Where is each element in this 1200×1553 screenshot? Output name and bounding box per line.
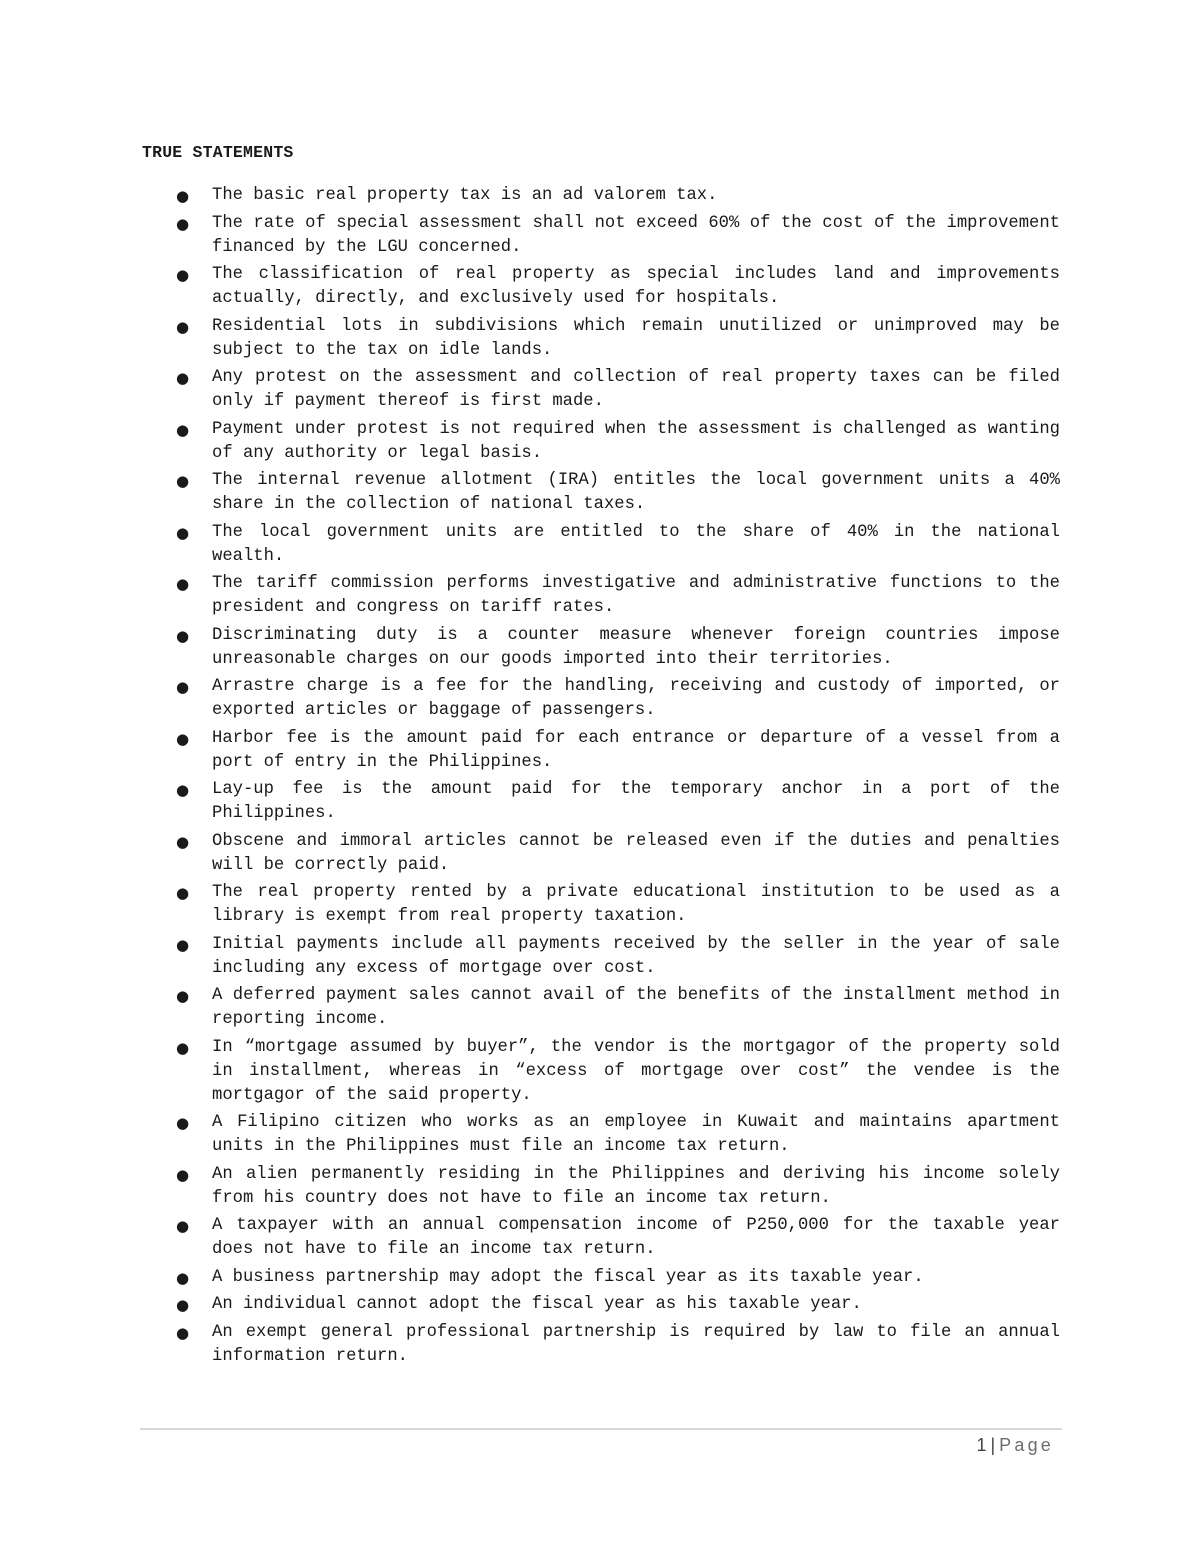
bullet-icon: ● [176,729,190,748]
statement-text: Arrastre charge is a fee for the handling, receiving and custody of imported, or exported articles or baggage of passengers. [212,677,1060,720]
statement-text: The rate of special assessment shall not exceed 60% of the cost of the improvement financed by the LGU concerned. [212,213,1060,257]
statement-text: A taxpayer with an annual compensation income of P250,000 for the taxable year does not have to file an income tax return. [212,1216,1060,1259]
list-item [142,1036,1060,1108]
bullet-icon: ● [176,1217,190,1235]
bullet-icon: ● [176,420,190,439]
statement-text: An individual cannot adopt the fiscal year as his taxable year. [212,1295,862,1314]
list-item [142,521,1060,569]
list-item [142,1266,1060,1290]
statement-text: Lay-up fee is the amount paid for the temporary anchor in a port of the Philippines. [212,780,1060,823]
statement-text: The basic real property tax is an ad valorem tax. [212,186,718,205]
page-number: 1 [976,1435,987,1455]
bullet-icon: ● [176,1323,190,1342]
list-item [142,1111,1060,1159]
list-item [142,212,1060,260]
page-heading: TRUE STATEMENTS [142,143,294,162]
list-item [142,624,1060,672]
bullet-icon: ● [176,266,190,284]
statement-text: Discriminating duty is a counter measure whenever foreign countries impose unreasonable charges on our goods imported into their territories. [212,625,1060,669]
bullet-icon: ● [176,472,190,490]
statement-text: An alien permanently residing in the Philippines and deriving his income solely from his country does not have to file an income tax return. [212,1164,1060,1208]
bullet-icon: ● [176,1114,190,1132]
bullet-icon: ● [176,832,190,851]
bullet-icon: ● [176,1268,190,1287]
list-item [142,1321,1060,1369]
statement-text: The internal revenue allotment (IRA) entitles the local government units a 40% share in the collection of national taxes. [212,471,1060,514]
footer-divider [140,1428,1062,1430]
list-item [142,1293,1060,1317]
statement-text: A deferred payment sales cannot avail of the benefits of the installment method in reporting income. [212,986,1060,1029]
statement-text: Residential lots in subdivisions which remain unutilized or unimproved may be subject to the tax on idle lands. [212,316,1060,360]
bullet-icon: ● [176,1296,190,1314]
statement-text: A Filipino citizen who works as an employee in Kuwait and maintains apartment units in the Philippines must file an income tax return. [212,1113,1060,1156]
list-item [142,1163,1060,1211]
bullet-icon: ● [176,678,190,696]
bullet-icon: ● [176,884,190,902]
list-item [142,469,1060,517]
statement-text: The tariff commission performs investigative and administrative functions to the president and congress on tariff rates. [212,574,1060,617]
list-item [142,366,1060,414]
list-item [142,830,1060,878]
bullet-icon: ● [176,369,190,387]
bullet-icon: ● [176,1165,190,1184]
list-item [142,1214,1060,1262]
bullet-icon: ● [176,987,190,1005]
list-item [142,315,1060,363]
list-item [142,418,1060,466]
list-item [142,572,1060,620]
list-item [142,933,1060,981]
bullet-icon: ● [176,1038,190,1057]
statement-text: Obscene and immoral articles cannot be released even if the duties and penalties will be correctly paid. [212,831,1060,875]
statement-text: The real property rented by a private educational institution to be used as a library is exempt from real property taxation. [212,883,1060,926]
statement-text: Any protest on the assessment and collection of real property taxes can be filed only if payment thereof is first made. [212,368,1060,411]
statement-text: Payment under protest is not required when the assessment is challenged as wanting of any authority or legal basis. [212,419,1060,463]
statement-list [142,184,1060,1372]
bullet-icon: ● [176,187,190,205]
bullet-icon: ● [176,214,190,233]
bullet-icon: ● [176,317,190,336]
list-item [142,263,1060,311]
list-item [142,778,1060,826]
statement-text: In “mortgage assumed by buyer”, the vendor is the mortgagor of the property sold in installment, whereas in “excess of mortgage over cost” the vendee is the mortgagor of the said property. [212,1037,1060,1105]
page-footer [976,1433,1054,1457]
bullet-icon: ● [176,523,190,542]
statement-text: A business partnership may adopt the fiscal year as its taxable year. [212,1267,924,1287]
page-label: Page [999,1435,1054,1455]
bullet-icon: ● [176,575,190,593]
statement-text: The classification of real property as special includes land and improvements actually, directly, and exclusively used for hospitals. [212,265,1060,308]
bullet-icon: ● [176,935,190,954]
list-item [142,727,1060,775]
bullet-icon: ● [176,626,190,645]
statement-text: Initial payments include all payments received by the seller in the year of sale including any excess of mortgage over cost. [212,934,1060,978]
bullet-icon: ● [176,781,190,799]
list-item [142,984,1060,1032]
list-item [142,881,1060,929]
statement-text: The local government units are entitled to the share of 40% in the national wealth. [212,522,1060,566]
list-item [142,184,1060,208]
statement-text: An exempt general professional partnership is required by law to file an annual information return. [212,1322,1060,1366]
footer-separator: | [990,1435,996,1455]
list-item [142,675,1060,723]
statement-text: Harbor fee is the amount paid for each entrance or departure of a vessel from a port of entry in the Philippines. [212,728,1060,772]
